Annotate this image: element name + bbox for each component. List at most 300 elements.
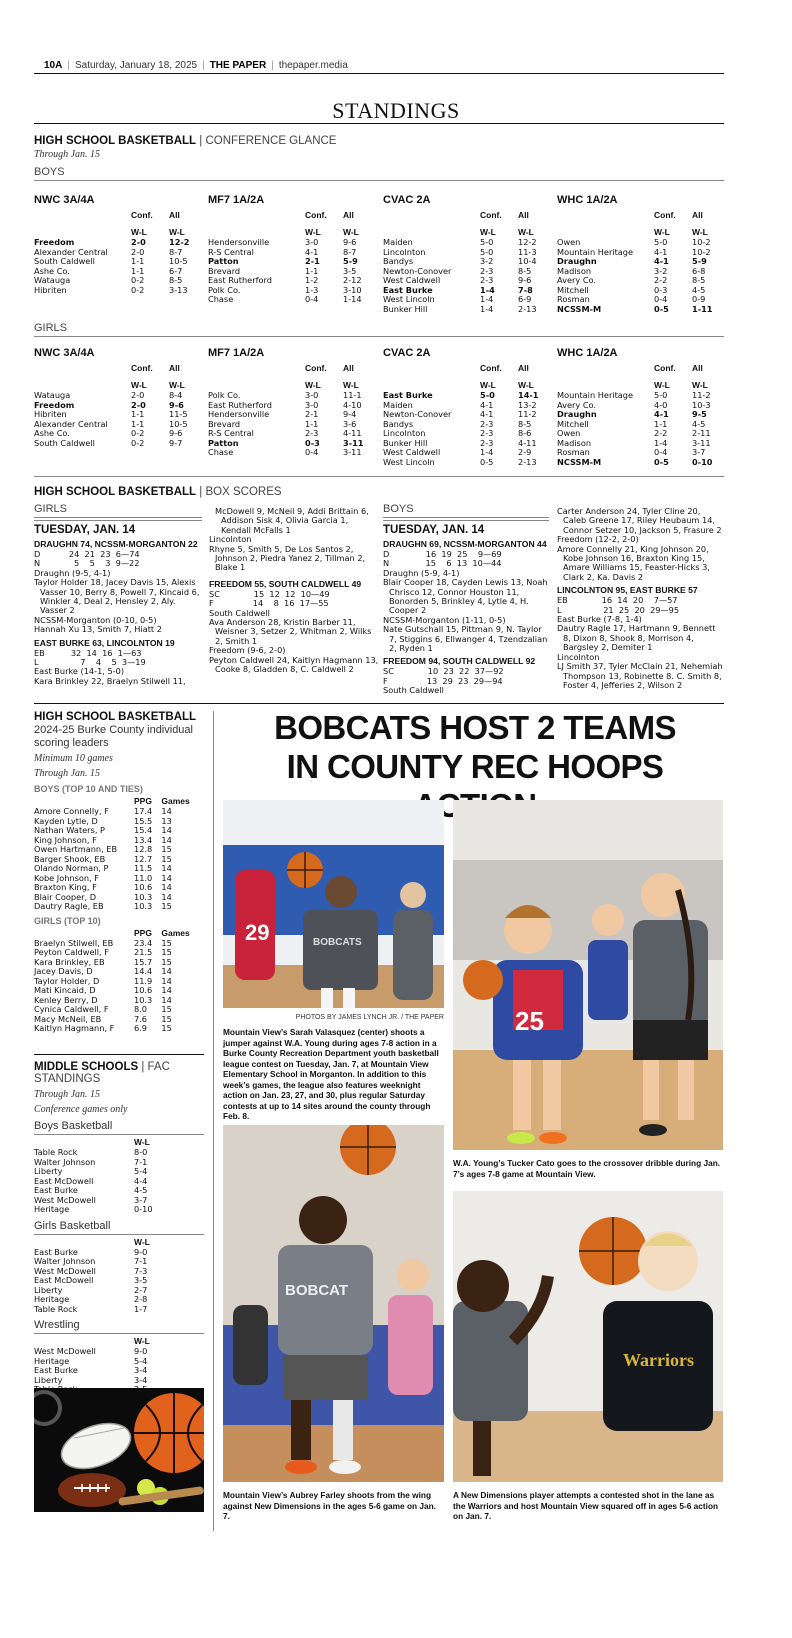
team-name: Freedom [34,237,75,247]
conference-name: NWC 3A/4A [34,347,95,359]
col-games: Games [161,796,190,806]
conf-record: 0-4 [305,447,319,457]
player-name: Kara Brinkley, EB [34,956,105,967]
shirt-lettering: BOBCAT [285,1282,349,1299]
photo-crossover [453,800,723,1150]
overall-record: 11-2 [518,409,537,419]
team-name: Ashe Co. [34,265,70,276]
standings-row [557,305,724,315]
conference-through: Through Jan. 15 [34,149,101,160]
box-game-heading: FREEDOM 55, SOUTH CALDWELL 49 [209,578,362,589]
linescore: D 24 21 23 6—74 [34,549,140,559]
col-wl: W-L [134,1137,150,1147]
conf-record: 3-0 [305,390,319,400]
school-name: Heritage [34,1355,70,1366]
conf-record: 1-4 [480,294,494,304]
player-games: 14 [161,975,172,986]
page-number: 10A [44,60,63,71]
team-name: Patton [208,437,239,448]
conf-record: 0-5 [654,456,669,467]
school-name: West McDowell [34,1346,96,1356]
school-record: 7-1 [134,1156,148,1167]
school-record: 0-10 [134,1204,153,1214]
team-name: Draughn [557,256,597,266]
photo-credit: PHOTOS BY JAMES LYNCH JR. / THE PAPER [295,1014,444,1021]
conf-record: 1-2 [305,275,319,285]
player-ppg: 14.4 [134,966,153,976]
col-wl: W-L [305,380,321,390]
team-name: Owen [557,428,581,438]
team-name: Polk Co. [208,390,241,400]
team-name: NCSSM-M [557,303,602,314]
ms-note: Conference games only [34,1104,128,1115]
player-games: 15 [161,937,172,948]
player-games: 14 [161,863,172,873]
team-name: Patton [208,256,239,266]
sports-equipment-illustration [34,1388,204,1512]
player-name: Macy McNeil, EB [34,1013,102,1024]
overall-record: 9-6 [169,428,183,438]
overall-record: 11-3 [518,246,537,257]
player-games: 15 [161,901,172,911]
overall-record: 8-5 [518,418,532,429]
overall-record: 9-6 [169,399,184,410]
col-all: All [692,210,703,220]
col-wl: W-L [654,227,670,237]
section-rule [34,476,724,477]
team-record: Lincolnton [557,651,600,662]
linescore: F 13 29 23 29—94 [383,675,503,686]
team-name: South Caldwell [34,437,95,448]
ms-section-title: Boys Basketball [34,1120,204,1135]
conf-record: 3-2 [654,265,668,276]
team-name: Hibriten [34,409,67,419]
team-name: West Lincoln [383,456,435,467]
overall-record: 5-9 [343,256,358,266]
team-record: East Burke (14-1, 5-0) [34,666,125,677]
school-record: 3-4 [134,1374,148,1385]
scorers: LJ Smith 37, Tyler McClain 21, Nehemiah Thompson 13, Robinette 8. C. Smith 8, Foster 4, Jefferies 2, Wilson 2 [557,661,723,690]
player-name: King Johnson, F [34,834,97,845]
overall-record: 4-5 [692,284,706,295]
team-name: Owen [557,237,581,247]
col-games: Games [161,927,190,938]
school-name: West McDowell [34,1265,96,1276]
overall-record: 8-6 [518,428,532,438]
player-games: 14 [161,966,172,976]
conf-record: 2-0 [131,237,146,247]
player-games: 15 [161,844,172,854]
scorers: Blair Cooper 18, Cayden Lewis 13, Noah Chrisco 12, Connor Houston 11, Bonorden 5, Brinkley 4, Lytle 4, H. Cooper 2 [383,577,548,616]
middle-school-standings [34,1061,204,1404]
player-games: 13 [161,815,172,826]
team-name: Mitchell [557,284,589,295]
team-name: Freedom [34,399,75,410]
conf-record: 3-2 [480,256,494,266]
col-ppg: PPG [134,796,152,806]
player-ppg: 21.5 [134,947,153,957]
box-col-3 [383,503,549,696]
overall-record: 0-9 [692,294,706,304]
player-ppg: 10.6 [134,985,153,995]
col-all: All [169,363,180,373]
team-name: West Caldwell [383,447,441,457]
overall-record: 10-4 [518,256,537,266]
player-games: 15 [161,947,172,957]
overall-record: 10-2 [692,237,711,247]
scorers: McDowell 9, McNeil 9, Addi Brittain 6, Addison Sisk 4, Olivia Garcia 1, Kendall McFalls 1 [215,506,369,535]
col-team [208,210,305,221]
player-games: 15 [161,853,172,864]
player-ppg: 15.4 [134,825,153,835]
conf-record: 0-2 [131,275,145,285]
scorers: Taylor Holder 18, Jacey Davis 15, Alexis Vasser 10, Berry 8, Powell 7, Kincaid 6, Winkler 4, Deal 2, Hensley 2, Aly. Vasser 2 [34,577,200,616]
team-name: Lincolnton [383,246,426,257]
conf-record: 1-1 [305,265,319,276]
col-team [383,363,480,374]
conference-block [34,194,201,295]
issue-date: Saturday, January 18, 2025 [74,60,198,71]
team-name: East Burke [383,390,433,400]
girls-leaders-table [34,928,204,1034]
col-conf: Conf. [480,210,502,220]
player-games: 14 [161,994,172,1005]
linescore: N 15 6 13 10—44 [383,558,502,569]
col-ppg: PPG [134,927,152,938]
overall-record: 12-2 [518,237,537,247]
overall-record: 3-7 [692,447,706,457]
school-name: Table Rock [34,1303,78,1314]
overall-record: 6-8 [692,265,706,276]
team-record: Freedom (12-2, 2-0) [557,534,639,545]
scorers: Nate Gutschall 15, Pittman 9, N. Taylor 7, Stiggins 6, Ellwanger 4, Tzendzalian 2, Ryden 1 [383,624,548,654]
player-name: Braelyn Stilwell, EB [34,937,114,948]
linescore: EB 32 14 16 1—63 [34,647,142,658]
conference-glance-title: HIGH SCHOOL BASKETBALL | CONFERENCE GLANCE [34,135,337,147]
player-name: Owen Hartmann, EB [34,844,118,854]
team-record: South Caldwell [209,607,270,618]
conf-record: 0-3 [305,437,320,448]
shirt-lettering: BOBCATS [313,937,362,948]
col-wl: W-L [305,227,321,237]
leaders-through: Through Jan. 15 [34,768,101,779]
box-scores-title: HIGH SCHOOL BASKETBALL | BOX SCORES [34,486,282,498]
title-rule [34,123,724,124]
col-all: All [692,363,703,373]
scorers: Amore Connelly 21, King Johnson 20, Kobe Johnson 16, Braxton King 15, Amare Williams 15, Feaster-Hicks 3, Clark 2, Ka. Davis 2 [557,543,710,582]
ms-section-title: Girls Basketball [34,1220,204,1235]
player-games: 15 [161,956,172,967]
overall-record: 9-7 [169,437,183,448]
team-name: Newton-Conover [383,265,452,276]
overall-record: 9-4 [343,409,357,419]
overall-record: 8-5 [692,275,706,285]
conf-record: 0-4 [654,294,668,304]
conf-record: 1-1 [131,256,145,266]
team-name: Watauga [34,390,71,400]
team-name: Avery Co. [557,275,597,285]
scorers: Peyton Caldwell 24, Kaitlyn Hagmann 13, Cooke 8, Gladden 8, C. Caldwell 2 [209,654,379,675]
player-ppg: 23.4 [134,937,153,948]
photo-caption: A New Dimensions player attempts a contested shot in the lane as the Warriors and host Mountain View squared off in ages 5-6 action on Jan. 7. [453,1490,719,1521]
conf-record: 1-1 [654,418,668,429]
overall-record: 2-11 [692,428,711,438]
player-ppg: 6.9 [134,1023,148,1033]
col-all: All [518,210,529,220]
col-conf: Conf. [131,363,153,373]
team-name: Bandys [383,418,414,429]
photo-wing-shot-image [223,1125,444,1482]
player-games: 14 [161,806,172,816]
conf-record: 2-3 [305,428,319,438]
school-record: 2-7 [134,1284,148,1295]
team-name: Ashe Co. [34,428,70,438]
photo-jumper-image [223,800,444,1008]
overall-record: 3-11 [343,437,364,448]
overall-record: 8-5 [169,275,183,285]
boys-conference-standings [34,194,724,314]
jersey-number: 25 [515,1006,544,1036]
team-name: Madison [557,437,592,448]
overall-record: 13-2 [518,399,537,410]
player-name: Amore Connelly, F [34,806,109,816]
team-name: East Burke [383,284,433,295]
school-name: West McDowell [34,1194,96,1205]
box-game-heading: FREEDOM 94, SOUTH CALDWELL 92 [383,656,536,667]
school-name: Liberty [34,1374,63,1385]
standings-table [383,363,550,467]
photo-caption: Mountain View’s Aubrey Farley shoots from the wing against New Dimensions in the ages 5-6 game on Jan. 7. [223,1490,437,1521]
overall-record: 3-6 [343,418,357,429]
player-ppg: 11.0 [134,872,153,883]
team-name: South Caldwell [34,256,95,266]
photo-wing-shot [223,1125,444,1482]
col-wl: W-L [518,380,534,390]
conf-record: 1-1 [131,265,145,276]
linescore: EB 16 14 20 7—57 [557,595,678,606]
standings-row [34,286,201,296]
overall-record: 8-5 [518,265,532,276]
school-name: Walter Johnson [34,1156,96,1167]
col-wl: W-L [134,1336,150,1346]
player-name: Nathan Waters, P [34,825,105,835]
player-name: Taylor Holder, D [34,975,100,986]
conf-record: 4-0 [654,399,668,410]
conf-record: 2-0 [131,399,146,410]
scorers: Ava Anderson 28, Kristin Barber 11, Weisner 3, Setzer 2, Whitman 2, Wilks 2, Smith 1 [209,617,372,646]
conf-record: 2-0 [131,246,145,257]
linescore: N 5 5 3 9—22 [34,558,140,569]
shirt-lettering: Warriors [623,1350,694,1370]
player-ppg: 10.3 [134,891,153,902]
conf-record: 0-2 [131,437,145,448]
team-name: Brevard [208,418,241,429]
overall-record: 10-3 [692,399,711,410]
conf-record: 1-4 [480,284,495,295]
overall-record: 12-2 [169,237,190,247]
paper-site[interactable]: thepaper.media [278,60,348,71]
standings-table [34,210,201,295]
player-games: 14 [161,882,172,892]
linescore: SC 10 23 22 37—92 [383,666,504,677]
masthead: 10A | Saturday, January 18, 2025 | THE PAPER | thepaper.media [44,60,348,71]
overall-record: 9-5 [692,409,707,419]
team-record: South Caldwell [383,685,444,696]
col-conf: Conf. [305,210,327,220]
sports-equipment-photo [34,1388,204,1512]
col-conf: Conf. [305,363,327,373]
player-ppg: 12.8 [134,844,153,854]
col-team [557,210,654,221]
linescore: SC 15 12 12 10—49 [209,588,330,599]
player-name: Kenley Berry, D [34,994,98,1005]
overall-record: 2-13 [518,303,537,314]
col-all: All [169,210,180,220]
leaders-minimum: Minimum 10 games [34,753,113,764]
col-conf: Conf. [131,210,153,220]
conference-name: CVAC 2A [383,194,431,206]
standings-table [557,210,724,314]
overall-record: 9-6 [343,237,357,247]
team-name: East Rutherford [208,399,272,410]
box-col-4 [557,507,725,690]
col-conf: Conf. [654,363,676,373]
overall-record: 3-11 [343,447,362,457]
col-team [34,210,131,221]
conference-name: WHC 1A/2A [557,347,618,359]
team-name: East Rutherford [208,275,272,285]
overall-record: 2-13 [518,456,537,467]
conf-record: 2-3 [480,275,494,285]
box-game-heading: LINCOLNTON 95, EAST BURKE 57 [557,585,698,596]
player-name: Mati Kincaid, D [34,985,96,995]
linescore: L 21 25 20 29—95 [557,604,680,615]
conference-name: CVAC 2A [383,347,431,359]
overall-record: 2-12 [343,275,362,285]
overall-record: 10-5 [169,418,188,429]
girls-label: GIRLS [34,322,724,337]
school-name: Heritage [34,1204,70,1214]
standings-table [34,363,201,448]
team-record: NCSSM-Morganton (0-10, 0-5) [34,614,157,625]
conf-record: 4-1 [480,399,494,410]
overall-record: 2-9 [518,447,532,457]
jersey-number: 29 [245,920,270,945]
player-name: Jacey Davis, D [34,966,93,976]
player-name: Cynica Caldwell, F [34,1004,109,1014]
overall-record: 5-9 [692,256,707,266]
player-ppg: 11.9 [134,975,153,986]
team-name: R-S Central [208,428,254,438]
team-name: Brevard [208,265,241,276]
conf-record: 0-5 [654,303,669,314]
conference-block [383,347,550,467]
overall-record: 8-7 [343,246,357,257]
team-name: NCSSM-M [557,456,602,467]
leader-row [34,902,204,912]
ms-through: Through Jan. 15 [34,1089,101,1100]
conf-record: 1-1 [131,409,145,419]
team-name: Rosman [557,447,590,457]
standings-table [383,210,550,314]
col-wl: W-L [480,227,496,237]
conf-record: 5-0 [480,237,494,247]
rail-rule [34,1054,204,1055]
standings-table [208,210,375,305]
overall-record: 6-7 [169,265,183,276]
standings-table [208,363,375,458]
team-name: West Lincoln [383,294,435,304]
team-name: Bunker Hill [383,437,428,448]
boys-leaders-label: BOYS (TOP 10 AND TIES) [34,784,143,794]
player-ppg: 15.5 [134,815,153,826]
overall-record: 4-11 [343,428,362,438]
school-record: 4-4 [134,1175,148,1186]
team-name: Maiden [383,237,413,247]
linescore: L 7 4 5 3—19 [34,657,146,668]
photo-caption: Mountain View’s Sarah Valasquez (center) shoots a jumper against W.A. Young during ages 7-8 action in a Burke County Recreation Department youth basketball league contest on Tuesday, Jan. 7, at Mountain View Elementary School in Morganton. In addition to this week’s games, the league also features weeknight action on Jan. 23, 27, and 30, plus regular Saturday contests at up to 14 sites around the county through Feb. 8. [223,1027,439,1121]
school-name: Liberty [34,1284,63,1295]
page-title: STANDINGS [332,98,460,123]
col-team [383,210,480,221]
ms-standings-table [34,1137,204,1215]
school-name: East Burke [34,1246,78,1257]
scorers: Carter Anderson 24, Tyler Cline 20, Caleb Greene 17, Riley Heubaum 14, Connor Setzer 10, Jackson 5, Frasure 2 [557,506,722,535]
linescore: D 16 19 25 9—69 [383,549,502,559]
overall-record: 7-8 [518,284,533,295]
paper-name: THE PAPER [209,60,267,71]
school-name: East McDowell [34,1275,94,1285]
overall-record: 4-11 [518,437,537,448]
standings-row [383,458,550,468]
conference-block [557,347,724,467]
conf-record: 0-4 [654,447,668,457]
school-name: Walter Johnson [34,1256,96,1266]
conference-block [208,194,375,305]
col-all: All [343,210,354,220]
standings-row [34,439,201,449]
conf-record: 2-3 [480,428,494,438]
team-record: Draughn (5-9, 4-1) [383,567,460,578]
player-games: 14 [161,872,172,883]
player-name: Dautry Ragle, EB [34,901,104,911]
conference-glance-header [34,135,724,181]
ms-title: MIDDLE SCHOOLS | FAC STANDINGS [34,1061,170,1085]
leader-row [34,1024,204,1034]
conf-record: 1-1 [305,418,319,429]
overall-record: 10-2 [692,246,711,257]
player-name: Peyton Caldwell, F [34,947,109,957]
team-name: Chase [208,294,234,304]
girls-box-label: GIRLS [34,503,202,518]
conf-record: 5-0 [654,390,668,400]
conf-record: 0-2 [131,428,145,438]
overall-record: 11-2 [692,390,711,400]
conference-block [208,347,375,458]
conference-name: WHC 1A/2A [557,194,618,206]
team-name: Madison [557,265,592,276]
conf-record: 5-0 [654,237,668,247]
scorers: Rhyne 5, Smith 5, De Los Santos 2, Johnson 2, Piedra Yanez 2, Tillman 2, Blake 1 [209,543,366,573]
school-record: 4-5 [134,1185,148,1195]
team-name: Mitchell [557,418,589,429]
conference-name: MF7 1A/2A [208,347,265,359]
conf-record: 1-3 [305,284,319,295]
player-games: 14 [161,834,172,845]
conf-record: 0-2 [131,284,145,295]
conf-record: 2-2 [654,275,668,285]
conf-record: 2-3 [480,437,494,448]
